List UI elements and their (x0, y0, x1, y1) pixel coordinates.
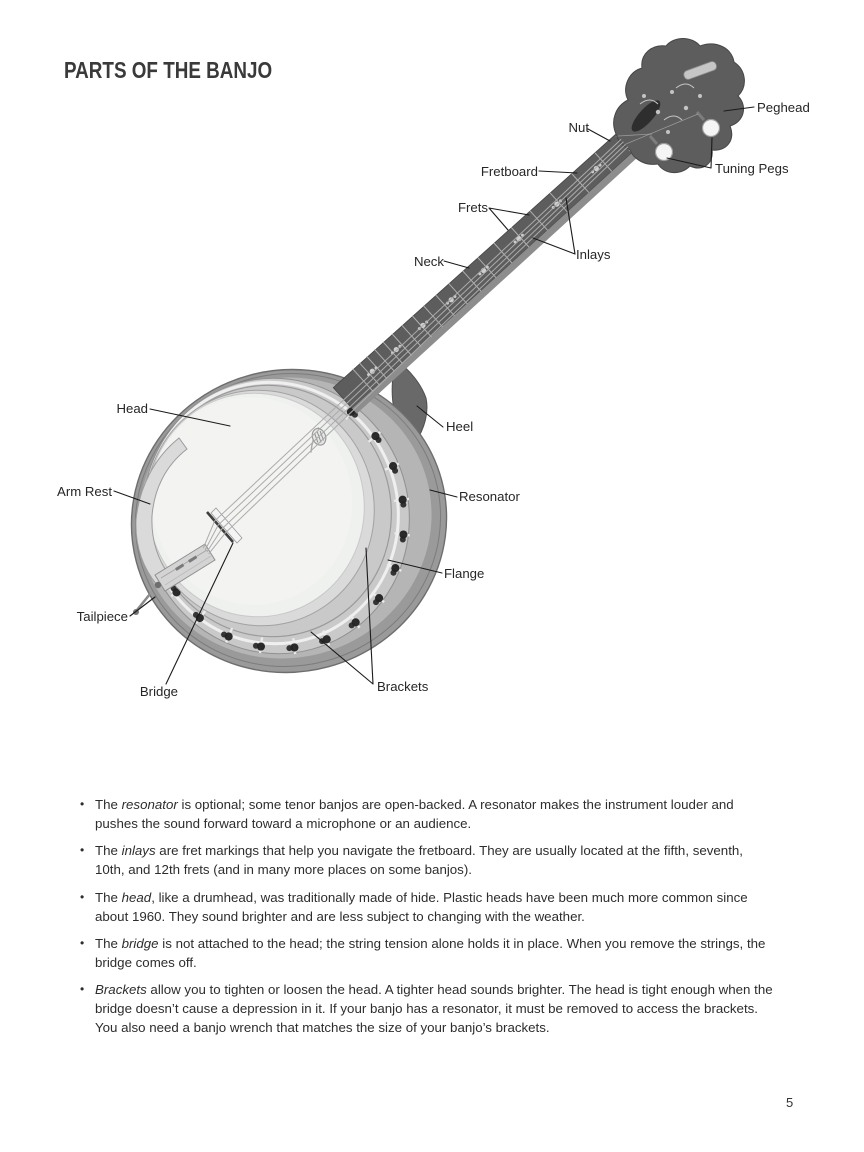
note-text: The bridge is not attached to the head; the string tension alone holds it in place. When you remove the strings, the bridge comes off. (95, 935, 766, 970)
note-item (80, 888, 776, 926)
leader-nut (588, 129, 610, 141)
bullet-marker: • (80, 982, 85, 997)
note-item (80, 980, 776, 1037)
label-arm-rest: Arm Rest (57, 484, 112, 499)
leader-neck (444, 261, 469, 268)
banjo-peghead (614, 39, 745, 173)
bullet-marker: • (80, 797, 85, 811)
tuning-peg-knob (656, 144, 673, 161)
bullet-marker: • (80, 889, 85, 904)
note-item (80, 795, 776, 833)
note-text: Brackets allow you to tighten or loosen the head. A tighter head sounds brighter. The head is tight enough when the bridge doesn’t cause a depression in it. If your banjo has a resonator, it must be removed to access the brackets. You also need a banjo wrench that matches the size of your banjo’s brackets. (95, 982, 773, 1036)
leader-tailpiece (130, 597, 155, 616)
label-flange: Flange (444, 566, 485, 581)
label-frets: Frets (457, 200, 488, 215)
notes-list (80, 795, 776, 1046)
note-text: The head, like a drumhead, was traditionally made of hide. Plastic heads have been much more common since about 1960. They sound brighter and are less subject to changing with the weather. (95, 889, 748, 924)
label-brackets: Brackets (377, 679, 429, 694)
tuning-peg-knob (703, 120, 720, 137)
note-text: The resonator is optional; some tenor banjos are open-backed. A resonator makes the instrument louder and pushes the sound forward toward a microphone or an audience. (95, 797, 734, 832)
label-resonator: Resonator (459, 489, 520, 504)
page-title: PARTS OF THE BANJO (64, 57, 273, 84)
leader-fretboard (539, 171, 577, 173)
label-heel: Heel (446, 419, 474, 434)
note-item (80, 841, 776, 879)
label-fretboard: Fretboard (480, 164, 538, 179)
label-head: Head (116, 401, 148, 416)
label-neck: Neck (413, 254, 444, 269)
bullet-marker: • (80, 843, 85, 858)
label-tailpiece: Tailpiece (76, 609, 128, 624)
label-bridge: Bridge (139, 684, 178, 699)
label-inlays: Inlays (576, 247, 611, 262)
note-item (80, 934, 776, 972)
page-number: 5 (786, 1095, 794, 1110)
bullet-marker: • (80, 935, 85, 950)
label-peghead: Peghead (757, 100, 810, 115)
label-tuning-pegs: Tuning Pegs (715, 161, 789, 176)
label-nut: Nut (568, 120, 589, 135)
note-text: The inlays are fret markings that help you navigate the fretboard. They are usually located at the fifth, seventh, 10th, and 12th frets (and in many more places on some banjos). (95, 843, 743, 878)
